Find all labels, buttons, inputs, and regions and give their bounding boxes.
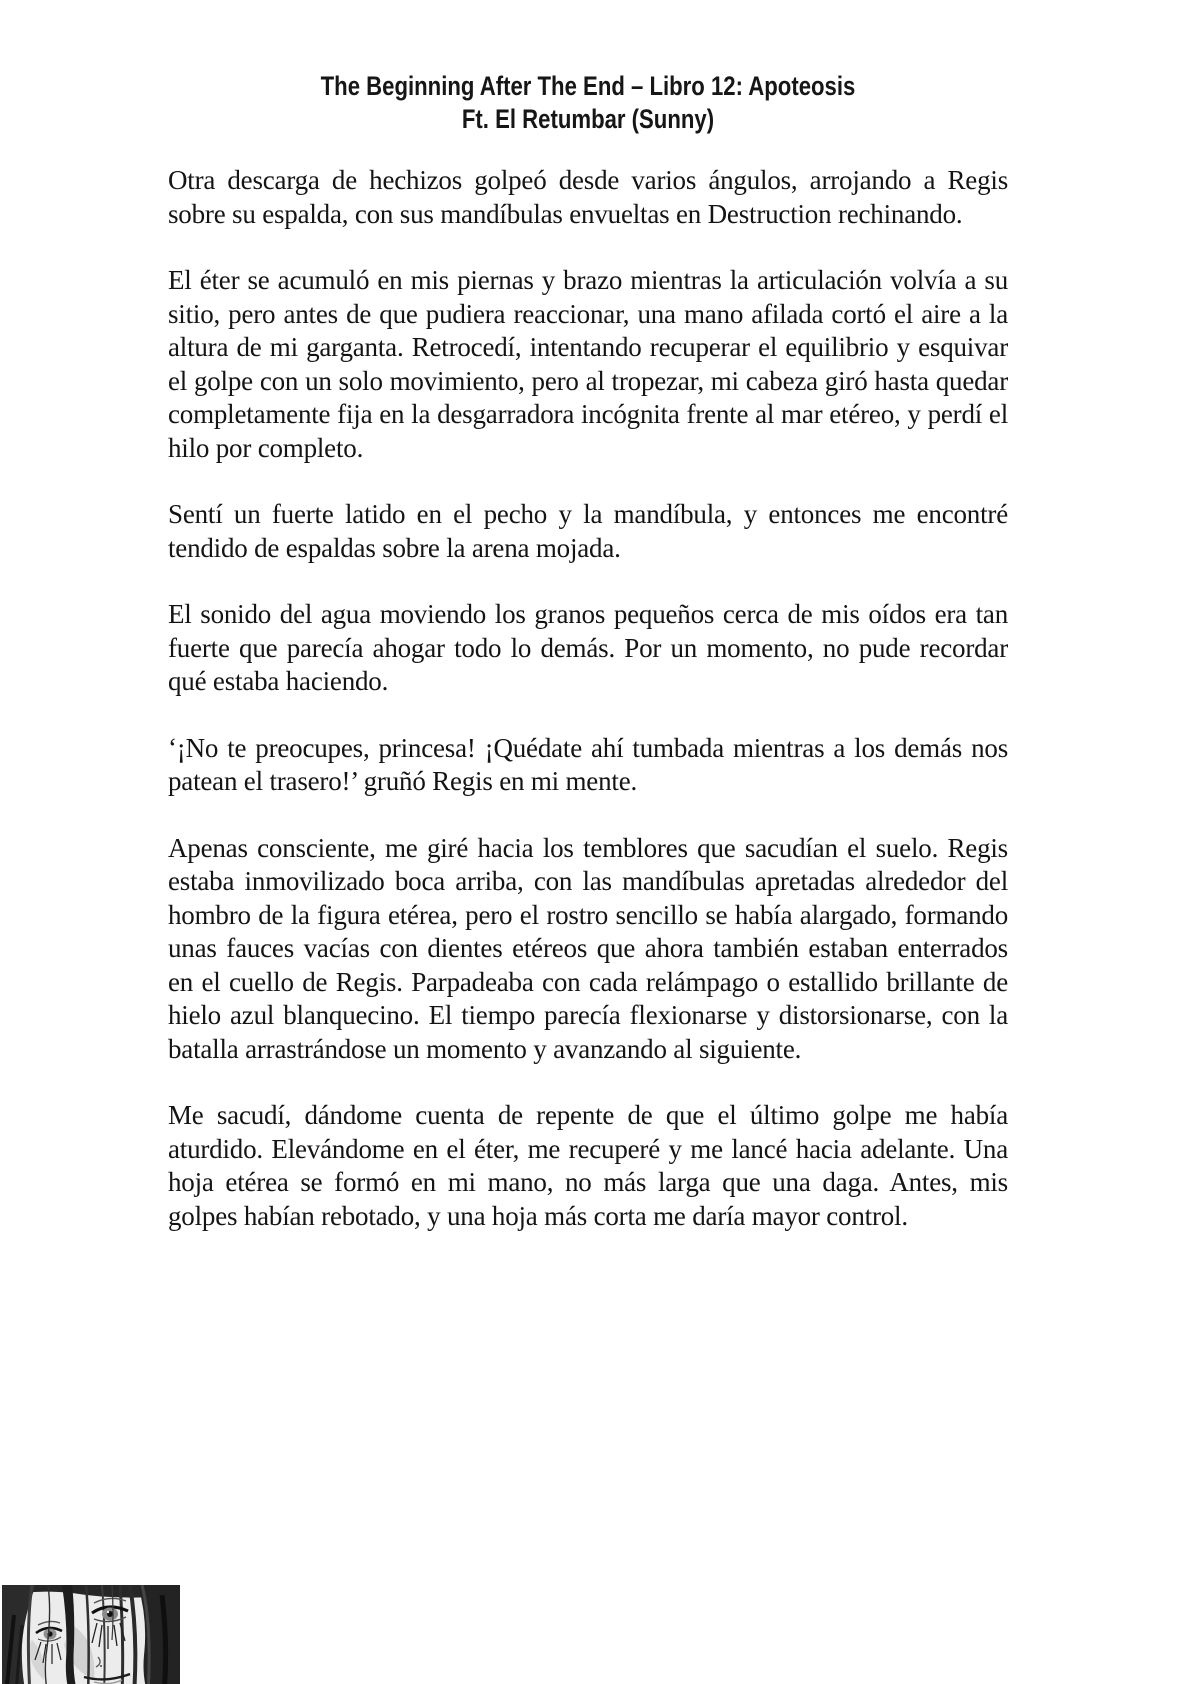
paragraph: Sentí un fuerte latido en el pecho y la mandíbula, y entonces me encontré tendido de espaldas sobre la arena mojada. (168, 499, 1008, 563)
paragraph: Me sacudí, dándome cuenta de repente de que el último golpe me había aturdido. Elevándome en el éter, me recuperé y me lancé hacia adelante. Una hoja etérea se formó en mi mano, no más larga que una daga. Antes, mis golpes habían rebotado, y una hoja más corta me daría mayor control. (168, 1100, 1008, 1231)
manga-face-art (2, 1585, 180, 1684)
title-line-2: Ft. El Retumbar (Sunny) (461, 104, 715, 134)
paragraph: Otra descarga de hechizos golpeó desde varios ángulos, arrojando a Regis sobre su espalda, con sus mandíbulas envueltas en Destruction rechinando. (168, 165, 1008, 229)
document-title (168, 70, 1008, 136)
paragraph: ‘¡No te preocupes, princesa! ¡Quédate ahí tumbada mientras a los demás nos patean el trasero!’ gruñó Regis en mi mente. (168, 732, 1008, 796)
document-body (168, 164, 1008, 1233)
title-line-1: The Beginning After The End – Libro 12: Apoteosis (320, 71, 856, 101)
paragraph: El éter se acumuló en mis piernas y brazo mientras la articulación volvía a su sitio, pero antes de que pudiera reaccionar, una mano afilada cortó el aire a la altura de mi garganta. Retrocedí, intentando recuperar el equilibrio y esquivar el golpe con un solo movimiento, pero al tropezar, mi cabeza giró hasta quedar completamente fija en la desgarradora incógnita frente al mar etéreo, y perdí el hilo por completo. (168, 265, 1008, 463)
paragraph: El sonido del agua moviendo los granos pequeños cerca de mis oídos era tan fuerte que parecía ahogar todo lo demás. Por un momento, no pude recordar qué estaba haciendo. (168, 599, 1008, 696)
paragraph: Apenas consciente, me giré hacia los temblores que sacudían el suelo. Regis estaba inmovilizado boca arriba, con las mandíbulas apretadas alrededor del hombro de la figura etérea, pero el rostro sencillo se había alargado, formando unas fauces vacías con dientes etéreos que ahora también estaban enterrados en el cuello de Regis. Parpadeaba con cada relámpago o estallido brillante de hielo azul blanquecino. El tiempo parecía flexionarse y distorsionarse, con la batalla arrastrándose un momento y avanzando al siguiente. (168, 832, 1008, 1064)
manga-face-image (2, 1585, 180, 1684)
